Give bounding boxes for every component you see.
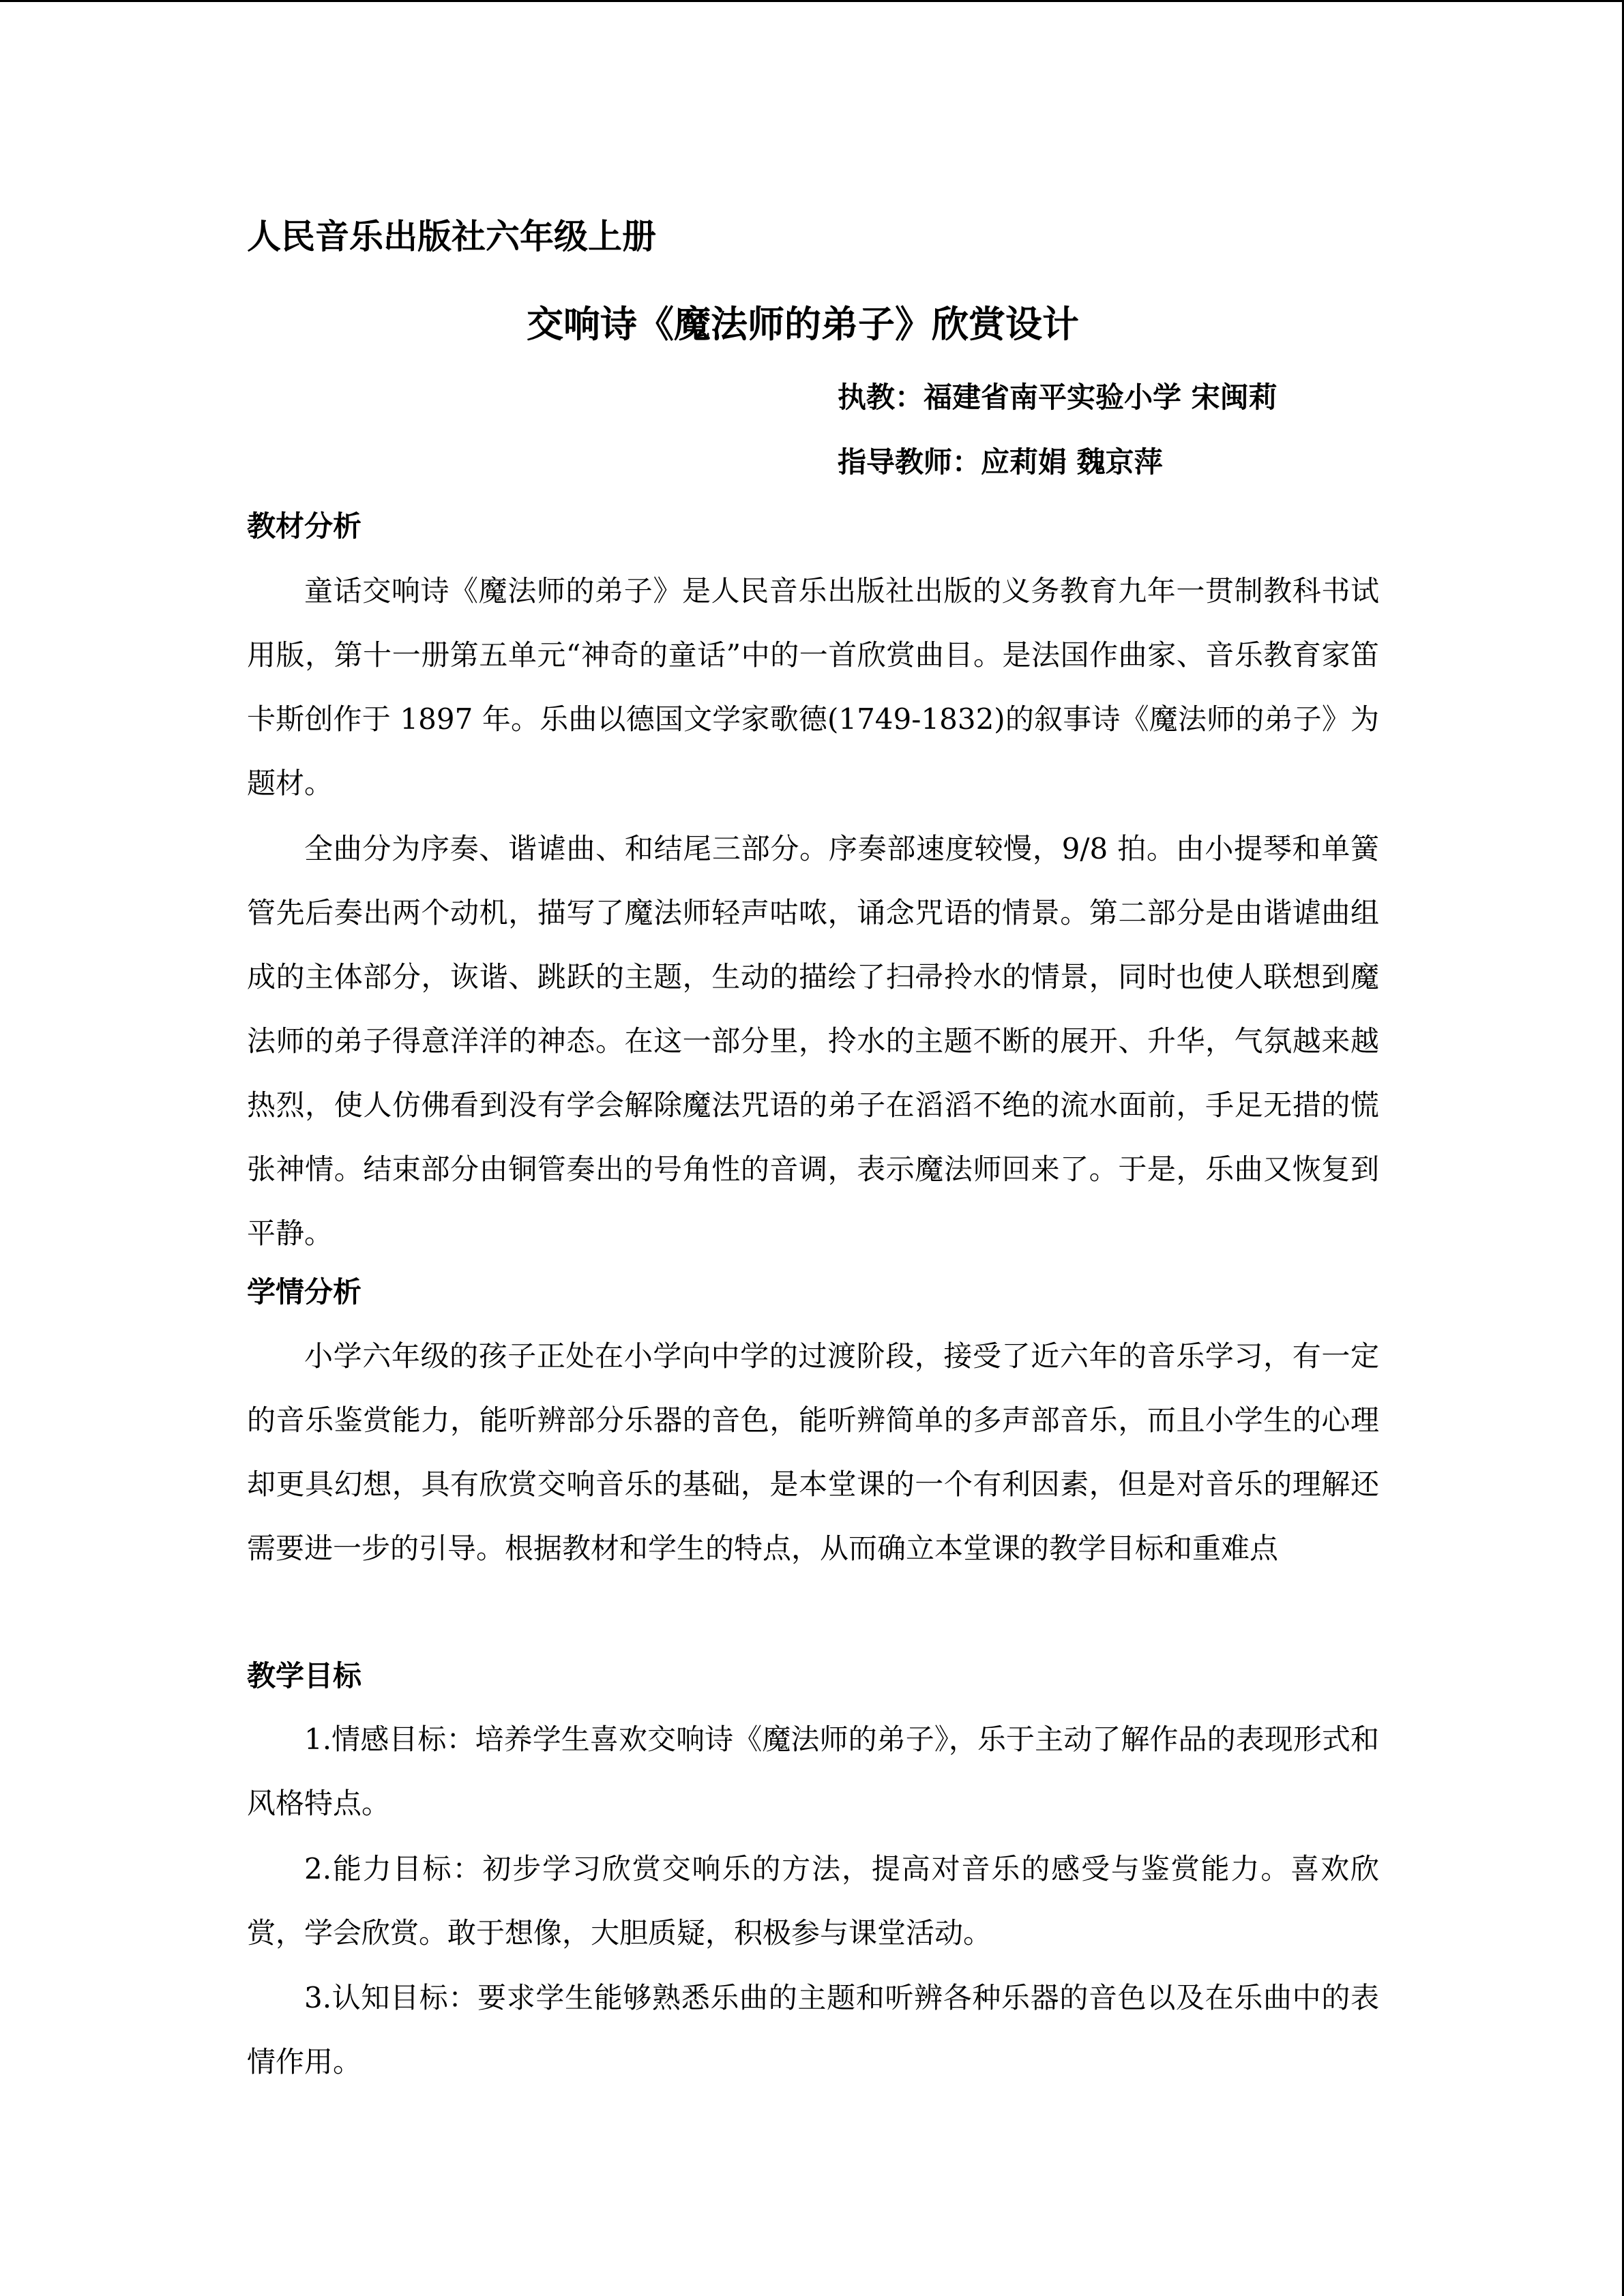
section-heading-materials: 教材分析 <box>247 509 362 543</box>
materials-paragraph-2: 全曲分为序奏、谐谑曲、和结尾三部分。序奏部速度较慢，9/8 拍。由小提琴和单簧管先后奏出两个动机，描写了魔法师轻声咕哝，诵念咒语的情景。第二部分是由谐谑曲组成的主体部分，诙谐、跳跃的主题，生动的描绘了扫帚拎水的情景，同时也使人联想到魔法师的弟子得意洋洋的神态。在这一部分里，拎水的主题不断的展开、升华，气氛越来越热烈，使人仿佛看到没有学会解除魔法咒语的弟子在滔滔不绝的流水面前，手足无措的慌张神情。结束部分由铜管奏出的号角性的音调，表示魔法师回来了。于是，乐曲又恢复到平静。 <box>247 832 1379 1250</box>
advisor-line: 指导教师：应莉娟 魏京萍 <box>838 445 1163 479</box>
document-title: 交响诗《魔法师的弟子》欣赏设计 <box>527 303 1079 346</box>
section-heading-objectives: 教学目标 <box>247 1659 362 1693</box>
materials-paragraph-1: 童话交响诗《魔法师的弟子》是人民音乐出版社出版的义务教育九年一贯制教科书试用版，第十一册第五单元“神奇的童话”中的一首欣赏曲目。是法国作曲家、音乐教育家笛卡斯创作于 1897 年。乐曲以德国文学家歌德(1749-1832)的叙事诗《魔法师的弟子》为题材。 <box>247 574 1379 800</box>
objective-ability: 2.能力目标：初步学习欣赏交响乐的方法，提高对音乐的感受与鉴赏能力。喜欢欣赏，学会欣赏。敢于想像，大胆质疑，积极参与课堂活动。 <box>247 1852 1379 1950</box>
objective-emotion: 1.情感目标：培养学生喜欢交响诗《魔法师的弟子》，乐于主动了解作品的表现形式和风格特点。 <box>247 1723 1379 1820</box>
students-paragraph-1: 小学六年级的孩子正处在小学向中学的过渡阶段，接受了近六年的音乐学习，有一定的音乐鉴赏能力，能听辨部分乐器的音色，能听辨简单的多声部音乐，而且小学生的心理却更具幻想，具有欣赏交响音乐的基础，是本堂课的一个有利因素，但是对音乐的理解还需要进一步的引导。根据教材和学生的特点，从而确立本堂课的教学目标和重难点 <box>247 1339 1379 1565</box>
section-heading-students: 学情分析 <box>247 1275 362 1309</box>
publisher-line: 人民音乐出版社六年级上册 <box>247 217 656 256</box>
document-page <box>247 0 1379 2296</box>
teacher-line: 执教：福建省南平实验小学 宋闽莉 <box>838 381 1278 414</box>
objective-cognition: 3.认知目标：要求学生能够熟悉乐曲的主题和听辨各种乐器的音色以及在乐曲中的表情作用。 <box>247 1981 1379 2078</box>
